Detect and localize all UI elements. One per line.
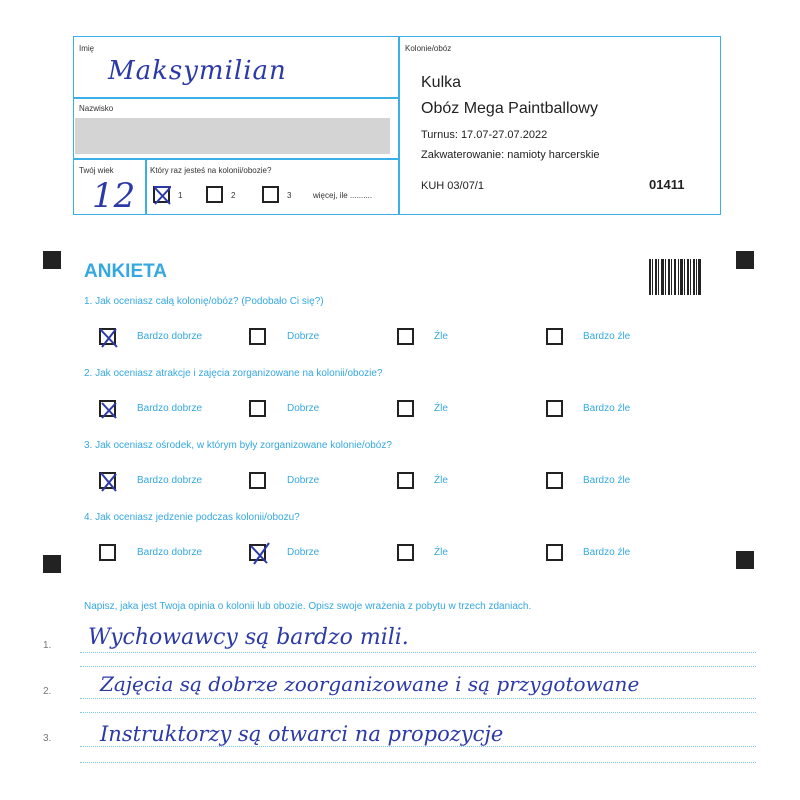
camp-turnus: Turnus: 17.07-27.07.2022	[421, 129, 548, 141]
q3-option-1-checkbox[interactable]	[99, 472, 116, 489]
q4-option-1-checkbox[interactable]	[99, 544, 116, 561]
registration-marker-mid-right	[736, 551, 754, 569]
opinion-line-1b-dotted	[80, 666, 756, 667]
q2-option-2-checkbox[interactable]	[249, 400, 266, 417]
camp-title: Obóz Mega Paintballowy	[421, 100, 598, 117]
q3-option-3-checkbox[interactable]	[397, 472, 414, 489]
q1-option-1-checkbox[interactable]	[99, 328, 116, 345]
times-checkbox-1[interactable]	[153, 186, 170, 203]
checkbox-mark-icon	[98, 470, 120, 494]
last-name-redaction	[75, 118, 390, 154]
opinion-line-1-text[interactable]: Wychowawcy są bardzo mili.	[88, 625, 409, 650]
survey-title: ANKIETA	[84, 261, 168, 282]
question-3-text: 3. Jak oceniasz ośrodek, w którym były zorganizowane kolonie/obóz?	[84, 440, 392, 451]
first-name-label: Imię	[79, 44, 95, 53]
last-name-label: Nazwisko	[79, 104, 114, 113]
opinion-line-1-dotted	[80, 652, 756, 653]
camp-name: Kulka	[421, 74, 462, 91]
times-checkbox-3[interactable]	[262, 186, 279, 203]
q1-option-4-checkbox[interactable]	[546, 328, 563, 345]
question-2-text: 2. Jak oceniasz atrakcje i zajęcia zorganizowane na kolonii/obozie?	[84, 368, 383, 379]
opinion-line-2-number: 2.	[43, 686, 52, 697]
opinion-line-3b-dotted	[80, 762, 756, 763]
times-option-3-label: 3	[287, 191, 292, 200]
age-handwritten: 12	[92, 176, 136, 216]
camp-number: 01411	[649, 177, 685, 192]
q4-option-3-label: Źle	[434, 547, 448, 558]
camp-code: KUH 03/07/1	[421, 180, 484, 192]
question-1-text: 1. Jak oceniasz całą kolonię/obóz? (Podobało Ci się?)	[84, 296, 324, 307]
q4-option-2-checkbox[interactable]	[249, 544, 266, 561]
q4-option-4-checkbox[interactable]	[546, 544, 563, 561]
q3-option-4-checkbox[interactable]	[546, 472, 563, 489]
q4-option-1-label: Bardzo dobrze	[137, 547, 203, 558]
q2-option-3-label: Źle	[434, 403, 448, 414]
q2-option-4-label: Bardzo źle	[583, 403, 631, 414]
q3-option-2-label: Dobrze	[287, 475, 320, 486]
registration-marker-mid-left	[43, 555, 61, 573]
q2-option-2-label: Dobrze	[287, 403, 320, 414]
q2-option-4-checkbox[interactable]	[546, 400, 563, 417]
q2-option-1-label: Bardzo dobrze	[137, 403, 203, 414]
header-divider-age-vertical	[145, 158, 147, 215]
opinion-line-3-text[interactable]: Instruktorzy są otwarci na propozycje	[100, 722, 504, 746]
q2-option-1-checkbox[interactable]	[99, 400, 116, 417]
q3-option-4-label: Bardzo źle	[583, 475, 631, 486]
camp-accommodation: Zakwaterowanie: namioty harcerskie	[421, 149, 600, 161]
q4-option-2-label: Dobrze	[287, 547, 320, 558]
q4-option-4-label: Bardzo źle	[583, 547, 631, 558]
header-divider-name	[73, 97, 399, 99]
opinion-line-2-text[interactable]: Zajęcia są dobrze zoorganizowane i są przygotowane	[100, 672, 640, 696]
checkbox-mark-icon	[248, 542, 272, 566]
q1-option-4-label: Bardzo źle	[583, 331, 631, 342]
header-divider-age	[73, 158, 399, 160]
opinion-line-3-number: 3.	[43, 733, 52, 744]
camp-label: Kolonie/obóz	[405, 44, 452, 53]
times-label: Który raz jesteś na kolonii/obozie?	[150, 166, 272, 175]
q4-option-3-checkbox[interactable]	[397, 544, 414, 561]
barcode-icon	[649, 259, 701, 295]
opinion-line-3-dotted	[80, 746, 756, 747]
registration-marker-top-right	[736, 251, 754, 269]
opinion-prompt: Napisz, jaka jest Twoja opinia o kolonii lub obozie. Opisz swoje wrażenia z pobytu w trzech zdaniach.	[84, 601, 532, 612]
q1-option-2-label: Dobrze	[287, 331, 320, 342]
opinion-line-1-number: 1.	[43, 640, 52, 651]
opinion-line-2-dotted	[80, 698, 756, 699]
registration-marker-top-left	[43, 251, 61, 269]
times-option-1-label: 1	[178, 191, 183, 200]
q1-option-3-label: Źle	[434, 331, 448, 342]
times-more-label: więcej, ile ..........	[313, 191, 373, 200]
opinion-line-2b-dotted	[80, 712, 756, 713]
q3-option-2-checkbox[interactable]	[249, 472, 266, 489]
header-divider-vertical	[398, 36, 400, 215]
times-checkbox-2[interactable]	[206, 186, 223, 203]
age-label: Twój wiek	[79, 166, 114, 175]
q1-option-1-label: Bardzo dobrze	[137, 331, 203, 342]
q3-option-3-label: Źle	[434, 475, 448, 486]
q1-option-2-checkbox[interactable]	[249, 328, 266, 345]
checkbox-mark-icon	[98, 326, 120, 350]
q3-option-1-label: Bardzo dobrze	[137, 475, 203, 486]
q2-option-3-checkbox[interactable]	[397, 400, 414, 417]
first-name-handwritten: Maksymilian	[108, 56, 287, 86]
checkbox-mark-icon	[152, 184, 174, 208]
times-option-2-label: 2	[231, 191, 236, 200]
checkbox-mark-icon	[98, 398, 120, 422]
q1-option-3-checkbox[interactable]	[397, 328, 414, 345]
question-4-text: 4. Jak oceniasz jedzenie podczas kolonii/obozu?	[84, 512, 300, 523]
